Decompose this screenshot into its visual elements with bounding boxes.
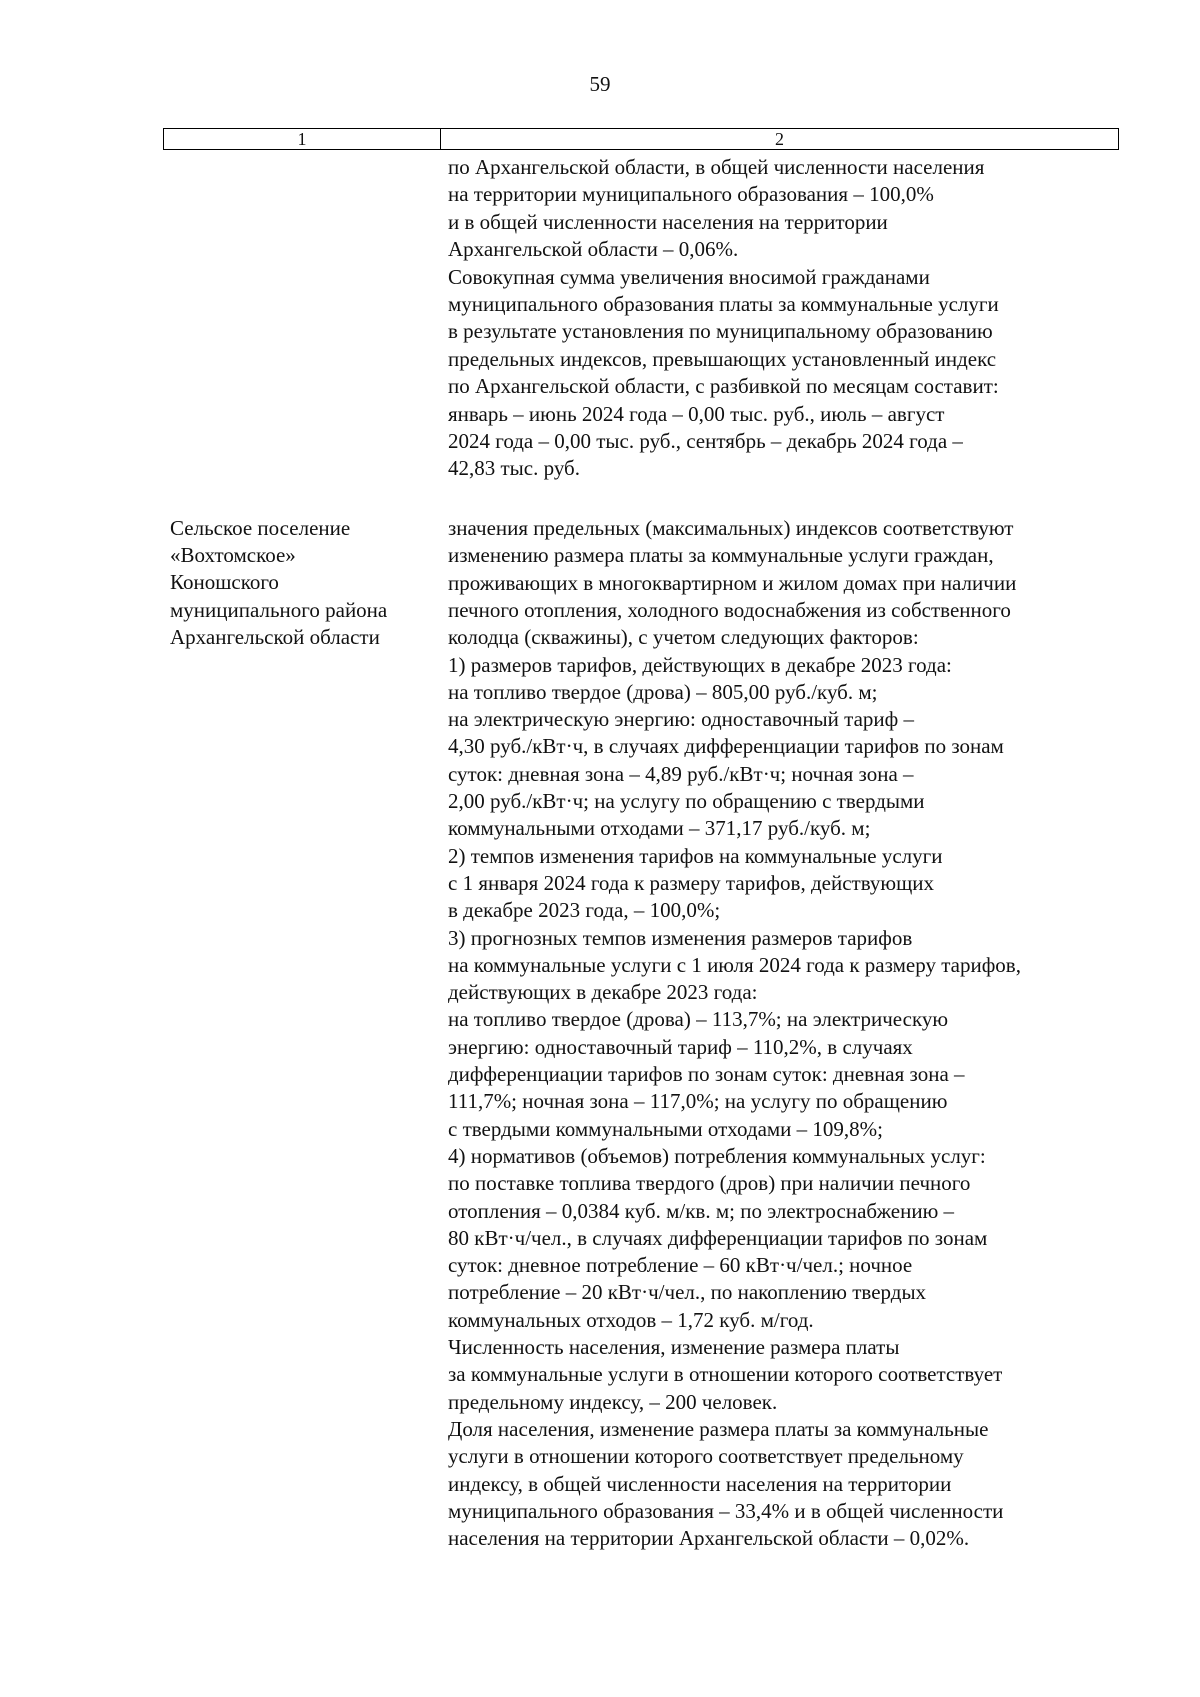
description-text-line: 4,30 руб./кВт·ч, в случаях дифференциации тарифов по зонам xyxy=(448,734,1004,759)
continuation-text-line: 2024 года – 0,00 тыс. руб., сентябрь – декабрь 2024 года – xyxy=(448,429,963,453)
description-text-line: потребление – 20 кВт·ч/чел., по накоплению твердых xyxy=(448,1280,927,1305)
description-text-line: 4) нормативов (объемов) потребления коммунальных услуг: xyxy=(448,1143,986,1168)
continuation-text-line: по Архангельской области, с разбивкой по месяцам составит: xyxy=(448,374,999,399)
description-text-line: значения предельных (максимальных) индексов соответствуют xyxy=(448,516,1014,540)
description-text-line: 80 кВт·ч/чел., в случаях дифференциации тарифов по зонам xyxy=(448,1225,988,1250)
description-text-line: 3) прогнозных темпов изменения размеров тарифов xyxy=(448,925,913,950)
description-text-line: населения на территории Архангельской области – 0,02%. xyxy=(448,1526,970,1551)
continuation-text-line: Архангельской области – 0,06%. xyxy=(448,237,739,262)
table-header-col1: 1 xyxy=(164,129,441,149)
description-text-line: суток: дневное потребление – 60 кВт·ч/чел.; ночное xyxy=(448,1253,913,1278)
description-text-line: 2,00 руб./кВт·ч; на услугу по обращению с твердыми xyxy=(448,789,925,813)
continuation-text-line: 42,83 тыс. руб. xyxy=(448,456,580,481)
description-text-line: дифференциации тарифов по зонам суток: дневная зона – xyxy=(448,1062,965,1086)
municipality-name-line: «Вохтомское» xyxy=(170,543,296,568)
description-text-line: с 1 января 2024 года к размеру тарифов, действующих xyxy=(448,870,934,895)
description-text-line: отопления – 0,0384 куб. м/кв. м; по электроснабжению – xyxy=(448,1198,955,1223)
table-header-col2: 2 xyxy=(775,129,784,149)
description-text-line: печного отопления, холодного водоснабжения из собственного xyxy=(448,597,1011,622)
continuation-text-line: муниципального образования платы за коммунальные услуги xyxy=(448,292,999,316)
description-text-line: колодца (скважины), с учетом следующих факторов: xyxy=(448,625,919,650)
table-header-row xyxy=(163,128,1119,150)
description-text-line: 2) темпов изменения тарифов на коммунальные услуги xyxy=(448,843,943,868)
description-text-line: коммунальными отходами – 371,17 руб./куб. м; xyxy=(448,816,871,841)
description-text-line: суток: дневная зона – 4,89 руб./кВт·ч; ночная зона – xyxy=(448,761,914,786)
continuation-text-line: предельных индексов, превышающих установленный индекс xyxy=(448,346,997,371)
description-text-line: на электрическую энергию: одноставочный тариф – xyxy=(448,707,914,732)
description-text-line: энергию: одноставочный тариф – 110,2%, в случаях xyxy=(448,1034,913,1059)
description-text-line: за коммунальные услуги в отношении которого соответствует xyxy=(448,1362,1003,1387)
description-text-line: с твердыми коммунальными отходами – 109,8%; xyxy=(448,1116,884,1141)
description-text-line: индексу, в общей численности населения на территории xyxy=(448,1471,952,1496)
description-text-line: 1) размеров тарифов, действующих в декабре 2023 года: xyxy=(448,652,952,677)
municipality-name-line: муниципального района xyxy=(170,597,388,622)
municipality-name-line: Коношского xyxy=(170,570,279,595)
description-text-line: предельному индексу, – 200 человек. xyxy=(448,1389,778,1414)
page-number: 59 xyxy=(589,72,611,96)
municipality-name-line: Сельское поселение xyxy=(170,516,351,540)
description-text-line: муниципального образования – 33,4% и в общей численности xyxy=(448,1498,1004,1523)
description-text-line: на коммунальные услуги с 1 июля 2024 года к размеру тарифов, xyxy=(448,952,1021,977)
description-text-line: изменению размера платы за коммунальные услуги граждан, xyxy=(448,543,994,568)
description-text-line: проживающих в многоквартирном и жилом домах при наличии xyxy=(448,570,1017,595)
continuation-text-line: январь – июнь 2024 года – 0,00 тыс. руб., июль – август xyxy=(448,401,945,426)
continuation-text-line: на территории муниципального образования – 100,0% xyxy=(448,182,934,207)
continuation-text-line: в результате установления по муниципальному образованию xyxy=(448,319,993,344)
description-text-line: на топливо твердое (дрова) – 805,00 руб./куб. м; xyxy=(448,679,878,704)
description-text-line: услуги в отношении которого соответствует предельному xyxy=(448,1444,964,1469)
description-text-line: по поставке топлива твердого (дров) при наличии печного xyxy=(448,1171,971,1196)
description-text-line: в декабре 2023 года, – 100,0%; xyxy=(448,898,721,923)
description-text-line: Численность населения, изменение размера платы xyxy=(448,1335,900,1359)
description-text-line: 111,7%; ночная зона – 117,0%; на услугу по обращению xyxy=(448,1089,948,1114)
municipality-name-line: Архангельской области xyxy=(170,624,380,649)
description-text-line: действующих в декабре 2023 года: xyxy=(448,980,758,1005)
description-text-line: Доля населения, изменение размера платы за коммунальные xyxy=(448,1416,989,1441)
continuation-text-line: Совокупная сумма увеличения вносимой гражданами xyxy=(448,264,930,289)
continuation-text-line: по Архангельской области, в общей численности населения xyxy=(448,155,985,179)
continuation-text-line: и в общей численности населения на территории xyxy=(448,209,888,234)
description-text-line: коммунальных отходов – 1,72 куб. м/год. xyxy=(448,1307,814,1332)
description-text-line: на топливо твердое (дрова) – 113,7%; на электрическую xyxy=(448,1007,949,1032)
